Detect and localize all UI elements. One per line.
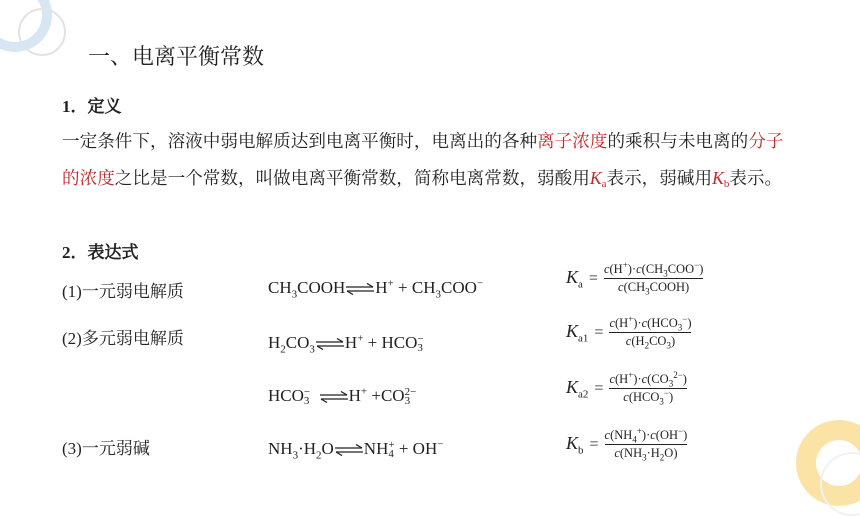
equilibrium-arrow-icon — [315, 338, 345, 350]
section-number: 2． — [62, 243, 88, 262]
ka-symbol: K — [589, 168, 602, 188]
page-title: 一、电离平衡常数 — [88, 45, 265, 70]
section-number: 1． — [62, 97, 88, 116]
ka2-expression: $K_{a2}$ = $\frac{c(H^+)\cdot c(CO_3^{2-})}{c(HCO_3^-)}$ — [566, 369, 687, 407]
section-label: 表达式 — [87, 243, 139, 263]
section-heading-definition — [62, 92, 122, 117]
definition-paragraph — [62, 124, 792, 202]
k-symbol — [566, 433, 584, 457]
equilibrium-arrow-icon — [334, 444, 364, 456]
k-letter: K — [566, 432, 579, 453]
k-subscript: a2 — [578, 388, 589, 401]
ka-expression: $K_a$ = $\frac{c(H^+)\cdot c(CH_3COO^-)}{c(CH_3COOH)}$ — [566, 259, 704, 297]
equilibrium-arrow-icon — [319, 391, 349, 403]
k-subscript: a — [578, 278, 583, 291]
k-letter: K — [566, 376, 579, 397]
definition-text: 一定条件下，溶液中弱电解质达到电离平衡时，电离出的各种 — [62, 132, 538, 152]
kb-expression: $K_b$ = $\frac{c(NH_4^+)\cdot c(OH^-)}{c(NH_3\cdot H_2O)}$ — [566, 425, 688, 463]
ka-fraction: $\frac{c(H^+)\cdot c(CH_3COO^-)}{c(CH_3COOH)}$ — [603, 259, 704, 297]
definition-text: 表示。 — [729, 169, 783, 189]
row-text: 多元弱电解质 — [81, 329, 184, 349]
equation-carbonic-acid-step2: HCO − 3 H+ +CO 2− 3 — [268, 385, 417, 408]
equation-acetic-acid: $CH_3COOH$ $H^+ + CH_3COO^-$ — [268, 277, 484, 301]
row-number: (3) — [62, 439, 82, 458]
row-label-weak-base — [62, 434, 150, 459]
row-number: (2) — [62, 329, 82, 348]
equation-ammonia-water: $NH_3\cdot H_2O$ NH + 4 + OH− — [268, 438, 444, 462]
k-subscript: b — [578, 444, 584, 457]
row-label-monoprotic — [62, 277, 184, 302]
definition-text: 之比是一个常数，叫做电离平衡常数，简称电离常数，弱酸用 — [114, 169, 590, 189]
decorative-ring-top-left — [18, 8, 66, 56]
ka2-fraction: $\frac{c(H^+)\cdot c(CO_3^{2-})}{c(HCO_3^-)}$ — [609, 369, 687, 407]
equation-carbonic-acid-step1: $H_2CO_3$ H+ + HCO − 3 — [268, 332, 424, 356]
definition-text: 表示，弱碱用 — [606, 169, 713, 189]
equilibrium-arrow-icon — [345, 283, 375, 295]
ka-subscript: a — [601, 178, 607, 190]
highlight-molecule-concentration: 分子的浓度 — [62, 132, 784, 189]
row-text: 一元弱碱 — [81, 439, 150, 459]
row-text: 一元弱电解质 — [81, 282, 184, 302]
kb-subscript: b — [723, 178, 730, 190]
section-heading-expression — [62, 238, 139, 263]
k-letter: K — [566, 320, 579, 341]
definition-text: 的乘积与未电离的 — [607, 132, 749, 152]
k-symbol — [566, 377, 588, 401]
row-number: (1) — [62, 282, 82, 301]
k-symbol — [566, 321, 588, 345]
k-subscript: a1 — [578, 332, 589, 345]
row-label-polyprotic — [62, 324, 184, 349]
ka1-fraction: $\frac{c(H^+)\cdot c(HCO_3^-)}{c(H_2CO_3)}$ — [609, 313, 692, 351]
ka1-expression: $K_{a1}$ = $\frac{c(H^+)\cdot c(HCO_3^-)}{c(H_2CO_3)}$ — [566, 313, 692, 351]
k-symbol — [566, 267, 583, 291]
kb-symbol: K — [712, 168, 724, 188]
kb-fraction: $\frac{c(NH_4^+)\cdot c(OH^-)}{c(NH_3\cdot H_2O)}$ — [604, 425, 688, 463]
highlight-ion-concentration: 离子浓度 — [537, 132, 608, 152]
section-label: 定义 — [87, 97, 122, 117]
k-letter: K — [566, 266, 579, 287]
